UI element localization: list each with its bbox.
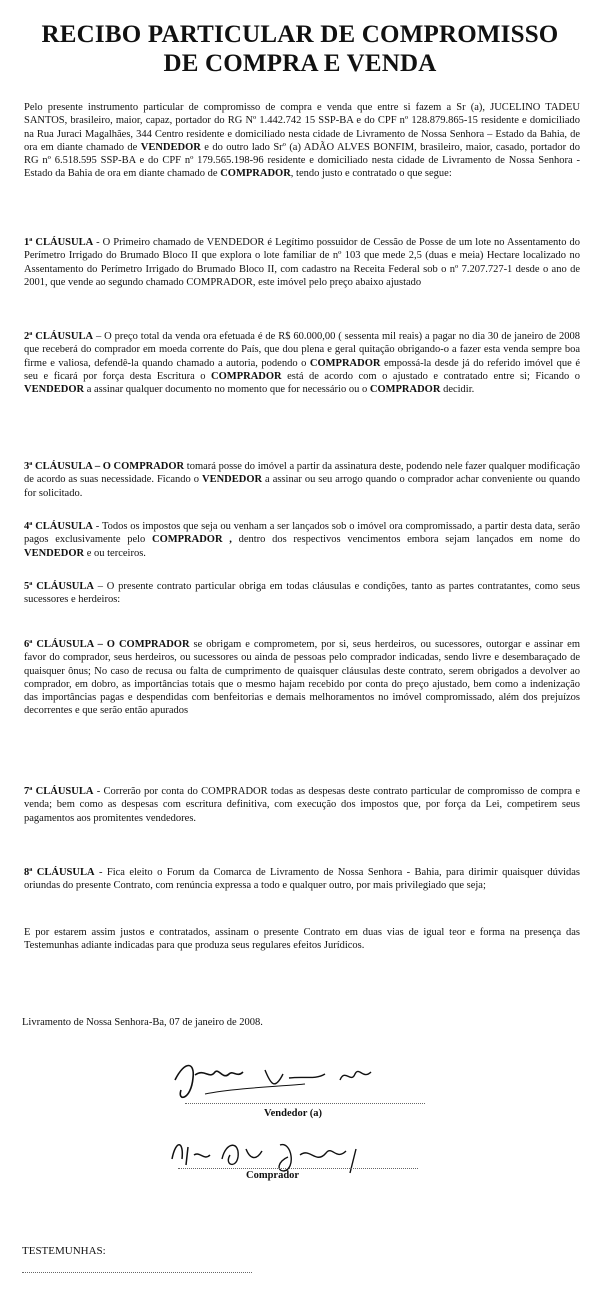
clause-label: 4ª CLÁUSULA xyxy=(24,521,93,532)
clause-text: e ou terceiros. xyxy=(84,547,146,559)
clause-3 xyxy=(24,460,580,500)
intro-text-2: e do outro lado Srº (a) ADÃO ALVES BONFIM, brasileiro, maior, casado, portador do RG nº 6.518.595 SSP-BA e do CPF nº 179.565.198-96 residente e domiciliado nesta cidade de Livramento de Nossa Senhora - Estado da Bahia de ora em diante chamado de xyxy=(24,141,580,180)
seller-label: Vendedor (a) xyxy=(264,1108,323,1119)
closing-paragraph: E por estarem assim justos e contratados, assinam o presente Contrato em duas vias de igual teor e forma na presença das Testemunhas adiante indicadas para que produza seus regulares efeitos Jurídicos. xyxy=(24,927,580,952)
clause-text: - Fica eleito o Forum da Comarca de Livramento de Nossa Senhora - Bahia, para dirimir quaisquer dúvidas oriundas do presente Contrato, com renúncia expressa a todo e qualquer outro, por mais privilegiado que seja; xyxy=(24,867,580,892)
clause-label: 2ª CLÁUSULA xyxy=(24,331,94,342)
document-title xyxy=(0,20,600,78)
clause-label: 6ª CLÁUSULA – O COMPRADOR xyxy=(24,639,190,650)
clause-label: 7ª CLÁUSULA xyxy=(24,786,94,797)
title-line-2: DE COMPRA E VENDA xyxy=(163,50,437,77)
place-and-date: Livramento de Nossa Senhora-Ba, 07 de janeiro de 2008. xyxy=(22,1017,263,1028)
clause-4 xyxy=(24,520,580,560)
title-line-1: RECIBO PARTICULAR DE COMPROMISSO xyxy=(41,21,559,48)
intro-seller-term: VENDEDOR xyxy=(140,141,201,153)
clause-label: 8ª CLÁUSULA xyxy=(24,867,95,878)
intro-buyer-term: COMPRADOR xyxy=(220,168,291,180)
clause-text: dentro dos respectivos vencimentos embora sejam lançados em nome do xyxy=(231,534,580,546)
clause-emphasis: VENDEDOR xyxy=(24,547,85,559)
clause-text: tomará posse do imóvel a partir da assinatura deste, podendo nele fazer qualquer modificação de acordo as suas necessidade. Ficando o xyxy=(24,461,580,486)
clause-text: – O preço total da venda ora efetuada é de R$ 60.000,00 ( sessenta mil reais) a pagar no dia 30 de janeiro de 2008 que receberá do comprador em moeda corrente do País, que dou plena e geral quitação obrigando-o a fazer esta venda sempre boa firme e valiosa, defendê-la quando chamado a autoria, podendo o xyxy=(24,331,580,369)
clause-text: está de acordo com o ajustado e contratado entre si; Ficando o xyxy=(281,370,581,382)
seller-signature-line xyxy=(185,1103,425,1104)
clause-label: 3ª CLÁUSULA – O COMPRADOR xyxy=(24,461,185,472)
intro-paragraph xyxy=(24,101,580,181)
clause-text: - Todos os impostos que seja ou venham a ser lançados sob o imóvel ora compromissado, a partir desta data, serão pagos exclusivamente pelo xyxy=(24,521,580,546)
clause-emphasis: VENDEDOR xyxy=(201,474,263,486)
clause-5 xyxy=(24,580,580,607)
clause-emphasis: COMPRADOR , xyxy=(151,534,232,546)
clause-label: 1ª CLÁUSULA xyxy=(24,237,94,248)
clause-text: decidir. xyxy=(440,384,475,396)
clause-text: a assinar qualquer documento no momento que for necessário ou o xyxy=(84,384,370,396)
buyer-label: Comprador xyxy=(246,1170,300,1181)
buyer-signature-line xyxy=(178,1168,418,1169)
clause-text: a assinar ou seu arrogo quando o comprador achar conveniente ou quando for solicitado. xyxy=(24,474,580,499)
clause-1 xyxy=(24,236,580,289)
clause-text: - O Primeiro chamado de VENDEDOR é Legítimo possuidor de Cessão de Posse de um lote no Assentamento do Perímetro Irrigado do Brumado Bloco II que explora o lote familiar de nº 103 que mede 2,5 (duas e meia) Hectare localizado no Assentamento do Perímetro Irrigado do Brumado Bloco II, com cadastro na Receita Federal sob o nº 7.207.727-1 desde o ano de 2001, que vende ao segundo chamado COMPRADOR, este imóvel pelo preço abaixo ajustado xyxy=(24,237,580,288)
clause-emphasis: COMPRADOR xyxy=(309,357,381,369)
seller-signature xyxy=(165,1050,385,1105)
clause-6 xyxy=(24,638,580,718)
clause-emphasis: VENDEDOR xyxy=(24,384,85,396)
clause-8 xyxy=(24,866,580,893)
intro-text-1: Pelo presente instrumento particular de compromisso de compra e venda que entre si fazem a Sr (a), JUCELINO TADEU SANTOS, brasileiro, maior, capaz, portador do RG Nº 1.442.742 15 SSP-BA e do CPF nº 128.879.865-15 residente e domiciliado na Rua Juraci Magalhães, 344 Centro residente e domiciliado nesta cidade de Livramento de Nossa Senhora – Estado da Bahia, de ora em diante chamado de xyxy=(24,102,580,153)
clause-text: - Correrão por conta do COMPRADOR todas as despesas deste contrato particular de compromisso de compra e venda; bem como as despesas com escritura definitiva, com execução dos impostos que, por força da Lei, competirem seus pagamentos aos promitentes vendedores. xyxy=(24,786,580,824)
intro-text-3: , tendo justo e contratado o que segue: xyxy=(290,168,452,180)
clause-emphasis: COMPRADOR xyxy=(369,384,441,396)
clause-text: empossá-la desde já do referido imóvel que é seu e ficará por força desta Escritura o xyxy=(24,357,580,382)
witness-line xyxy=(22,1272,252,1273)
clause-text: – O presente contrato particular obriga em todas cláusulas e condições, tanto as partes contratantes, como seus sucessores e herdeiros: xyxy=(24,581,580,606)
clause-text: se obrigam e comprometem, por si, seus herdeiros, ou sucessores, outorgar e assinar em favor do comprador, seus herdeiros, ou sucessores ou ainda de pessoas pelo comprador indicadas, sendo livre e desembaraçado de quaisquer ônus; No caso de recusa ou falta de cumprimento de quaisquer cláusulas deste contrato, serem obrigados a devolver ao comprador, em dobro, as importâncias totais que o mesmo hajam recebido por conta do preço ajustado, bem como a indenização das importâncias pagas e despendidas com benfeitorias e demais melhoramentos no imóvel compromissado, além dos prejuízos decorrentes e que serão então apurados xyxy=(24,639,580,717)
clause-7 xyxy=(24,785,580,825)
clause-label: 5ª CLÁUSULA xyxy=(24,581,94,592)
clause-2 xyxy=(24,330,580,396)
clause-emphasis: COMPRADOR xyxy=(211,370,282,382)
witnesses-label: TESTEMUNHAS: xyxy=(22,1245,106,1257)
